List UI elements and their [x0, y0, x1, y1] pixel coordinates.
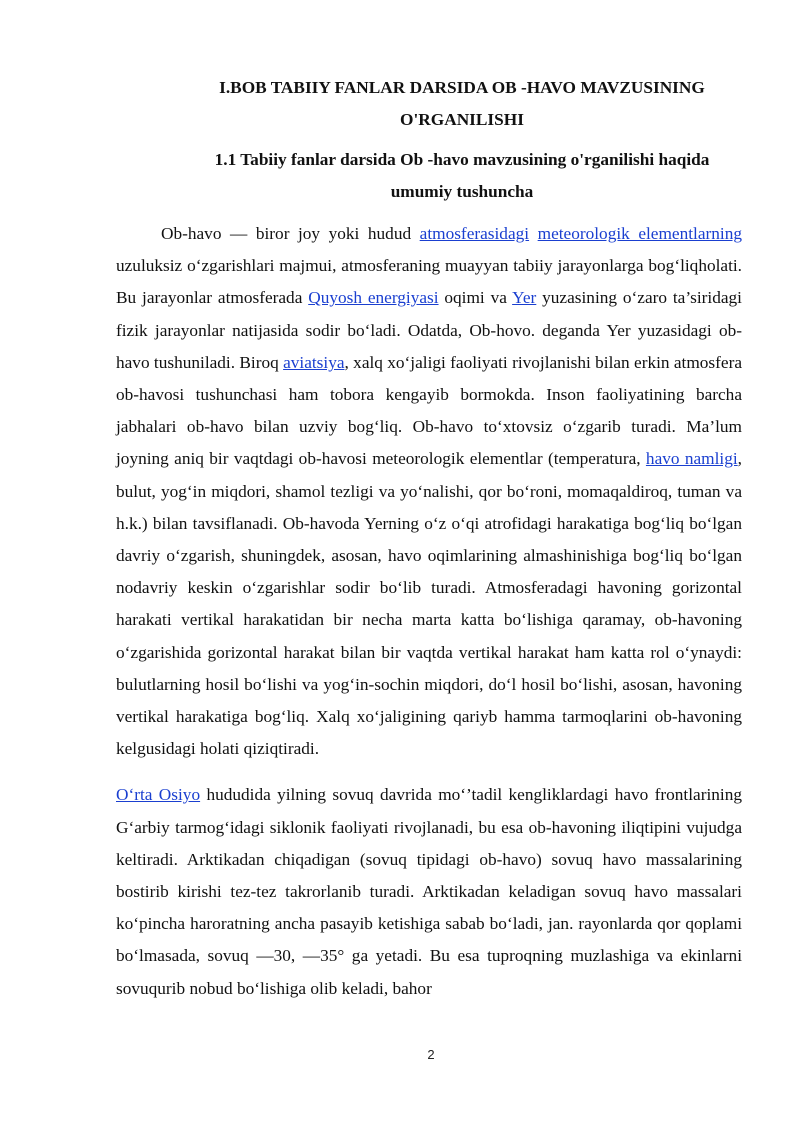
page-number: 2 — [427, 1047, 435, 1062]
text-run: Ob-havo — biror joy yoki hudud — [161, 224, 420, 243]
link-atmosferasidagi[interactable]: atmosferasidagi — [419, 224, 530, 243]
text-run: hududida yilning sovuq davrida mo‘’tadil kengliklardagi havo frontlarining G‘arbiy tarmog‘idagi siklonik faoliyati rivojlanadi, bu esa ob-havoning iliqtipini vujudga keltiradi. Arktikadan chiqadigan (sovuq tipidagi ob-havo) sovuq havo massalarining bostirib kirishi tez-tez takrorlanib turadi. Arktikadan keladigan sovuq havo massalari ko‘pincha haroratning ancha pasayib ketishiga sabab bo‘ladi, jan. rayonlarda qor qoplami bo‘lmasada, sovuq —30, —35° ga yetadi. Bu esa tuproqning muzlashiga va ekinlarni sovuqurib nobud bo‘lishiga olib keladi, bahor — [116, 785, 742, 998]
paragraph-2 — [116, 779, 742, 1004]
text-run: uzuluksiz o‘zgarishlari majmui, atmosferaning muayyan tabiiy jarayonlarga bog‘liqholati. Bu jarayonlar atmosferada — [116, 256, 742, 308]
link-yer[interactable]: Yer — [512, 288, 537, 308]
document-page — [116, 72, 742, 1005]
chapter-heading: I.BOB TABIIY FANLAR DARSIDA OB -HAVO MAVZUSINING O'RGANILISHI — [219, 78, 705, 129]
link-havo-namligi[interactable]: havo namligi — [645, 449, 738, 469]
link-meteorologik-elementlarning[interactable]: meteorologik elementlarning — [537, 224, 742, 243]
text-run — [529, 224, 538, 243]
text-run: , bulut, yog‘in miqdori, shamol tezligi va yo‘nalishi, qor bo‘roni, momaqaldiroq, tuman va h.k.) bilan tavsiflanadi. Ob-havoda Yerning o‘z o‘qi atrofidagi harakatiga bog‘liq bo‘lgan davriy o‘zgarish, shuningdek, asosan, havo oqimlarining almashinishiga bog‘liq bo‘lgan nodavriy keskin o‘zgarishlar sodir bo‘lib turadi. Atmosferadagi havoning gorizontal harakati vertikal harakatidan bir necha marta katta bo‘lishiga qaramay, ob-havoning o‘zgarishida gorizontal harakat bilan bir vaqtda vertikal harakat ham katta rol o‘ynaydi: bulutlarning hosil bo‘lishi va yog‘in-sochin miqdori, do‘l hosil bo‘lishi, asosan, havoning vertikal harakatiga bog‘liq. Xalq xo‘jaligining qariyb hamma tarmoqlarini ob-havoning kelgusidagi holati qiziqtiradi. — [116, 449, 742, 759]
section-heading: 1.1 Tabiiy fanlar darsida Ob -havo mavzusining o'rganilishi haqida umumiy tushuncha — [214, 150, 710, 201]
link-aviatsiya[interactable]: aviatsiya — [283, 352, 345, 372]
paragraph-1 — [116, 218, 742, 765]
link-orta-osiyo[interactable]: O‘rta Osiyo — [116, 785, 201, 805]
text-run: oqimi va — [438, 288, 513, 308]
link-quyosh-energiyasi[interactable]: Quyosh energiyasi — [308, 288, 439, 308]
text-run: yuzasining o‘zaro ta’siridagi fizik jarayonlar natijasida sodir bo‘ladi. Odatda, Ob-hovo. deganda Yer yuzasidagi ob-havo tushuniladi. Biroq — [116, 288, 742, 372]
text-run: , xalq xo‘jaligi faoliyati rivojlanishi bilan erkin atmosfera ob-havosi tushunchasi ham tobora kengayib bormokda. Inson faoliyatining barcha jabhalari ob-havo bilan uzviy bog‘liq. Ob-havo to‘xtovsiz o‘zgarib turadi. Ma’lum joyning aniq bir vaqtdagi ob-havosi meteorologik elementlar (temperatura, — [116, 352, 742, 469]
